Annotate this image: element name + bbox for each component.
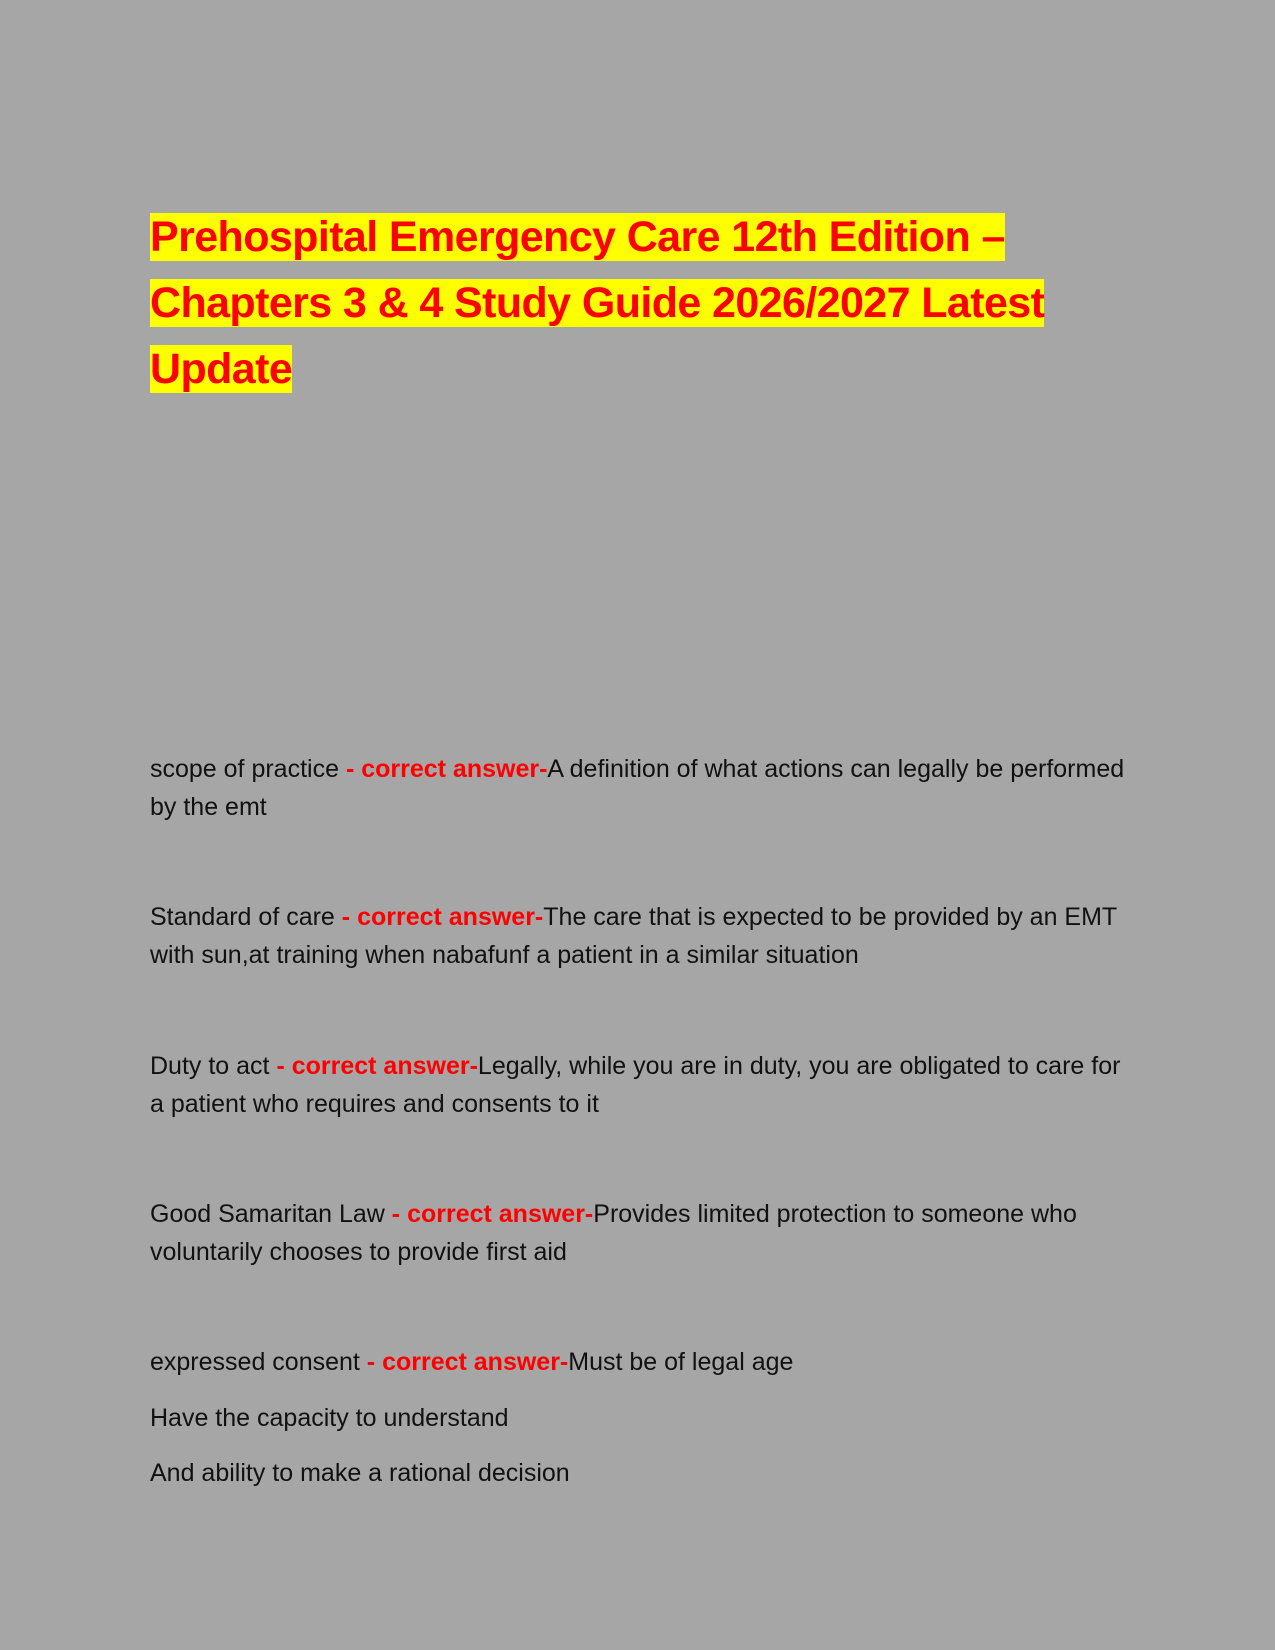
entry-term: scope of practice [150, 755, 346, 783]
title-line-text: Prehospital Emergency Care 12th Edition – [150, 213, 1005, 261]
entry-answer: The care that is expected to be provided by an EMT with sun,at training when nabafunf a patient in a similar situation [150, 903, 1117, 969]
qa-entry-expressed-consent [150, 1343, 1130, 1381]
correct-answer-separator: - correct answer- [341, 903, 544, 931]
entry-term: Duty to act [150, 1052, 277, 1080]
qa-entry-standard-of-care [150, 898, 1130, 974]
title-line-text: Chapters 3 & 4 Study Guide 2026/2027 Latest [150, 279, 1045, 327]
entry-answer-continued: Have the capacity to understand [150, 1404, 509, 1432]
entry-answer: Provides limited protection to someone who voluntarily chooses to provide first aid [150, 1200, 1077, 1266]
entry-answer: Legally, while you are in duty, you are obligated to care for a patient who requires and consents to it [150, 1052, 1121, 1118]
correct-answer-separator: - correct answer- [391, 1200, 594, 1228]
title-line [150, 270, 1130, 336]
correct-answer-separator: - correct answer- [366, 1348, 569, 1376]
entry-term: Good Samaritan Law [150, 1200, 392, 1228]
title-line [150, 204, 1130, 270]
qa-entry-good-samaritan-law [150, 1195, 1130, 1271]
entry-answer-continued: And ability to make a rational decision [150, 1459, 570, 1487]
correct-answer-separator: - correct answer- [345, 755, 548, 783]
entry-term: Standard of care [150, 903, 342, 931]
entry-answer: A definition of what actions can legally be performed by the emt [150, 755, 1125, 821]
title-line-text: Update [150, 345, 293, 393]
qa-entry-duty-to-act [150, 1047, 1130, 1123]
entry-term: expressed consent [150, 1348, 367, 1376]
qa-entry-scope-of-practice [150, 750, 1130, 826]
entry-answer: Must be of legal age [568, 1348, 794, 1376]
document-title [150, 204, 1130, 402]
title-line [150, 336, 1130, 402]
correct-answer-separator: - correct answer- [276, 1052, 478, 1080]
